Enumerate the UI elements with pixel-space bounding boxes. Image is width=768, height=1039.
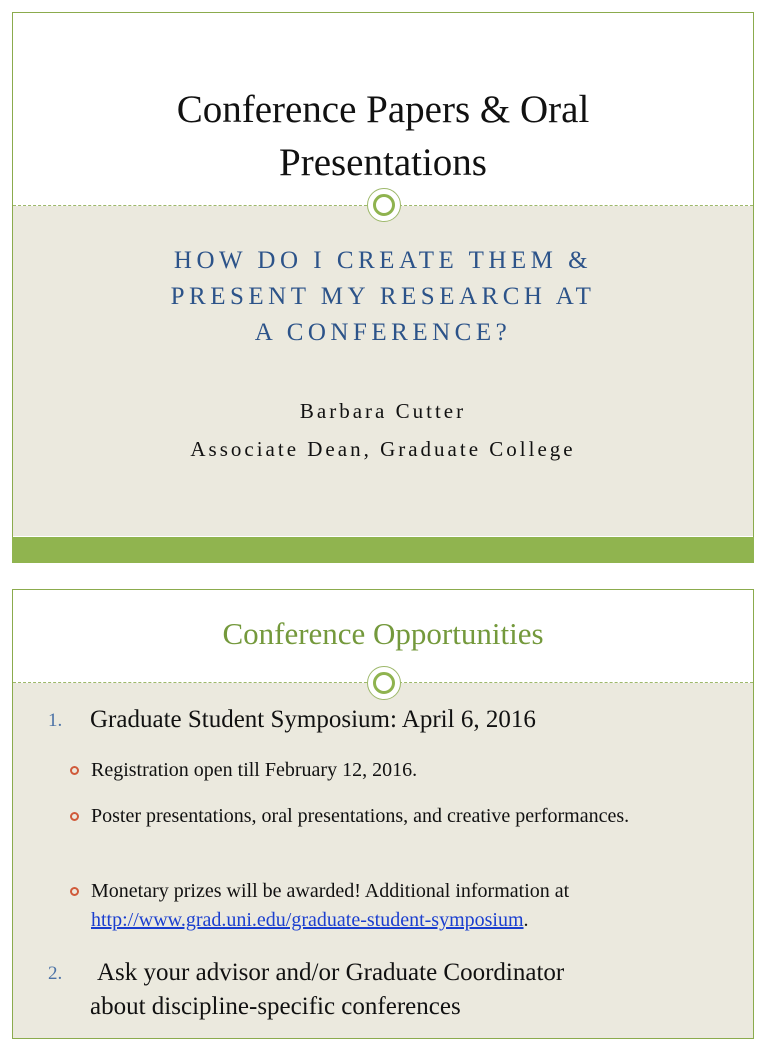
symposium-link[interactable]: http://www.grad.uni.edu/graduate-student-symposium xyxy=(91,909,524,931)
bullet-icon xyxy=(70,766,79,775)
presenter-name: Barbara Cutter xyxy=(299,399,467,423)
list-item-number: 2. xyxy=(48,963,63,984)
list-item-number: 1. xyxy=(48,710,63,731)
list-item: Graduate Student Symposium: April 6, 2016 xyxy=(90,706,536,733)
subtitle-line-2: PRESENT MY RESEARCH AT xyxy=(170,283,596,310)
ring-ornament-icon xyxy=(367,188,401,222)
list-item-continued: about discipline-specific conferences xyxy=(90,993,461,1020)
subtitle-line-3: A CONFERENCE? xyxy=(254,319,512,346)
slide-title-line-1: Conference Papers & Oral xyxy=(176,88,590,131)
list-sub-item: Poster presentations, oral presentations, and creative performances. xyxy=(91,805,630,827)
slide-subtitle xyxy=(13,243,753,351)
sub-item-text: Monetary prizes will be awarded! Additional information at xyxy=(91,880,570,902)
bullet-icon xyxy=(70,887,79,896)
slide-title: Conference Opportunities xyxy=(222,616,544,651)
title-slide xyxy=(12,12,754,563)
footer-accent-bar xyxy=(12,537,754,563)
list-sub-item xyxy=(91,877,723,935)
slide-title xyxy=(13,83,753,189)
subtitle-line-1: HOW DO I CREATE THEM & xyxy=(173,247,593,274)
bullet-icon xyxy=(70,812,79,821)
slide-title-line-2: Presentations xyxy=(279,141,487,184)
sub-item-punctuation: . xyxy=(523,909,529,931)
content-slide xyxy=(12,589,754,1039)
presenter-title: Associate Dean, Graduate College xyxy=(190,437,576,461)
ring-ornament-icon xyxy=(367,666,401,700)
list-item: Ask your advisor and/or Graduate Coordinator xyxy=(97,959,565,986)
list-sub-item: Registration open till February 12, 2016. xyxy=(91,759,418,781)
